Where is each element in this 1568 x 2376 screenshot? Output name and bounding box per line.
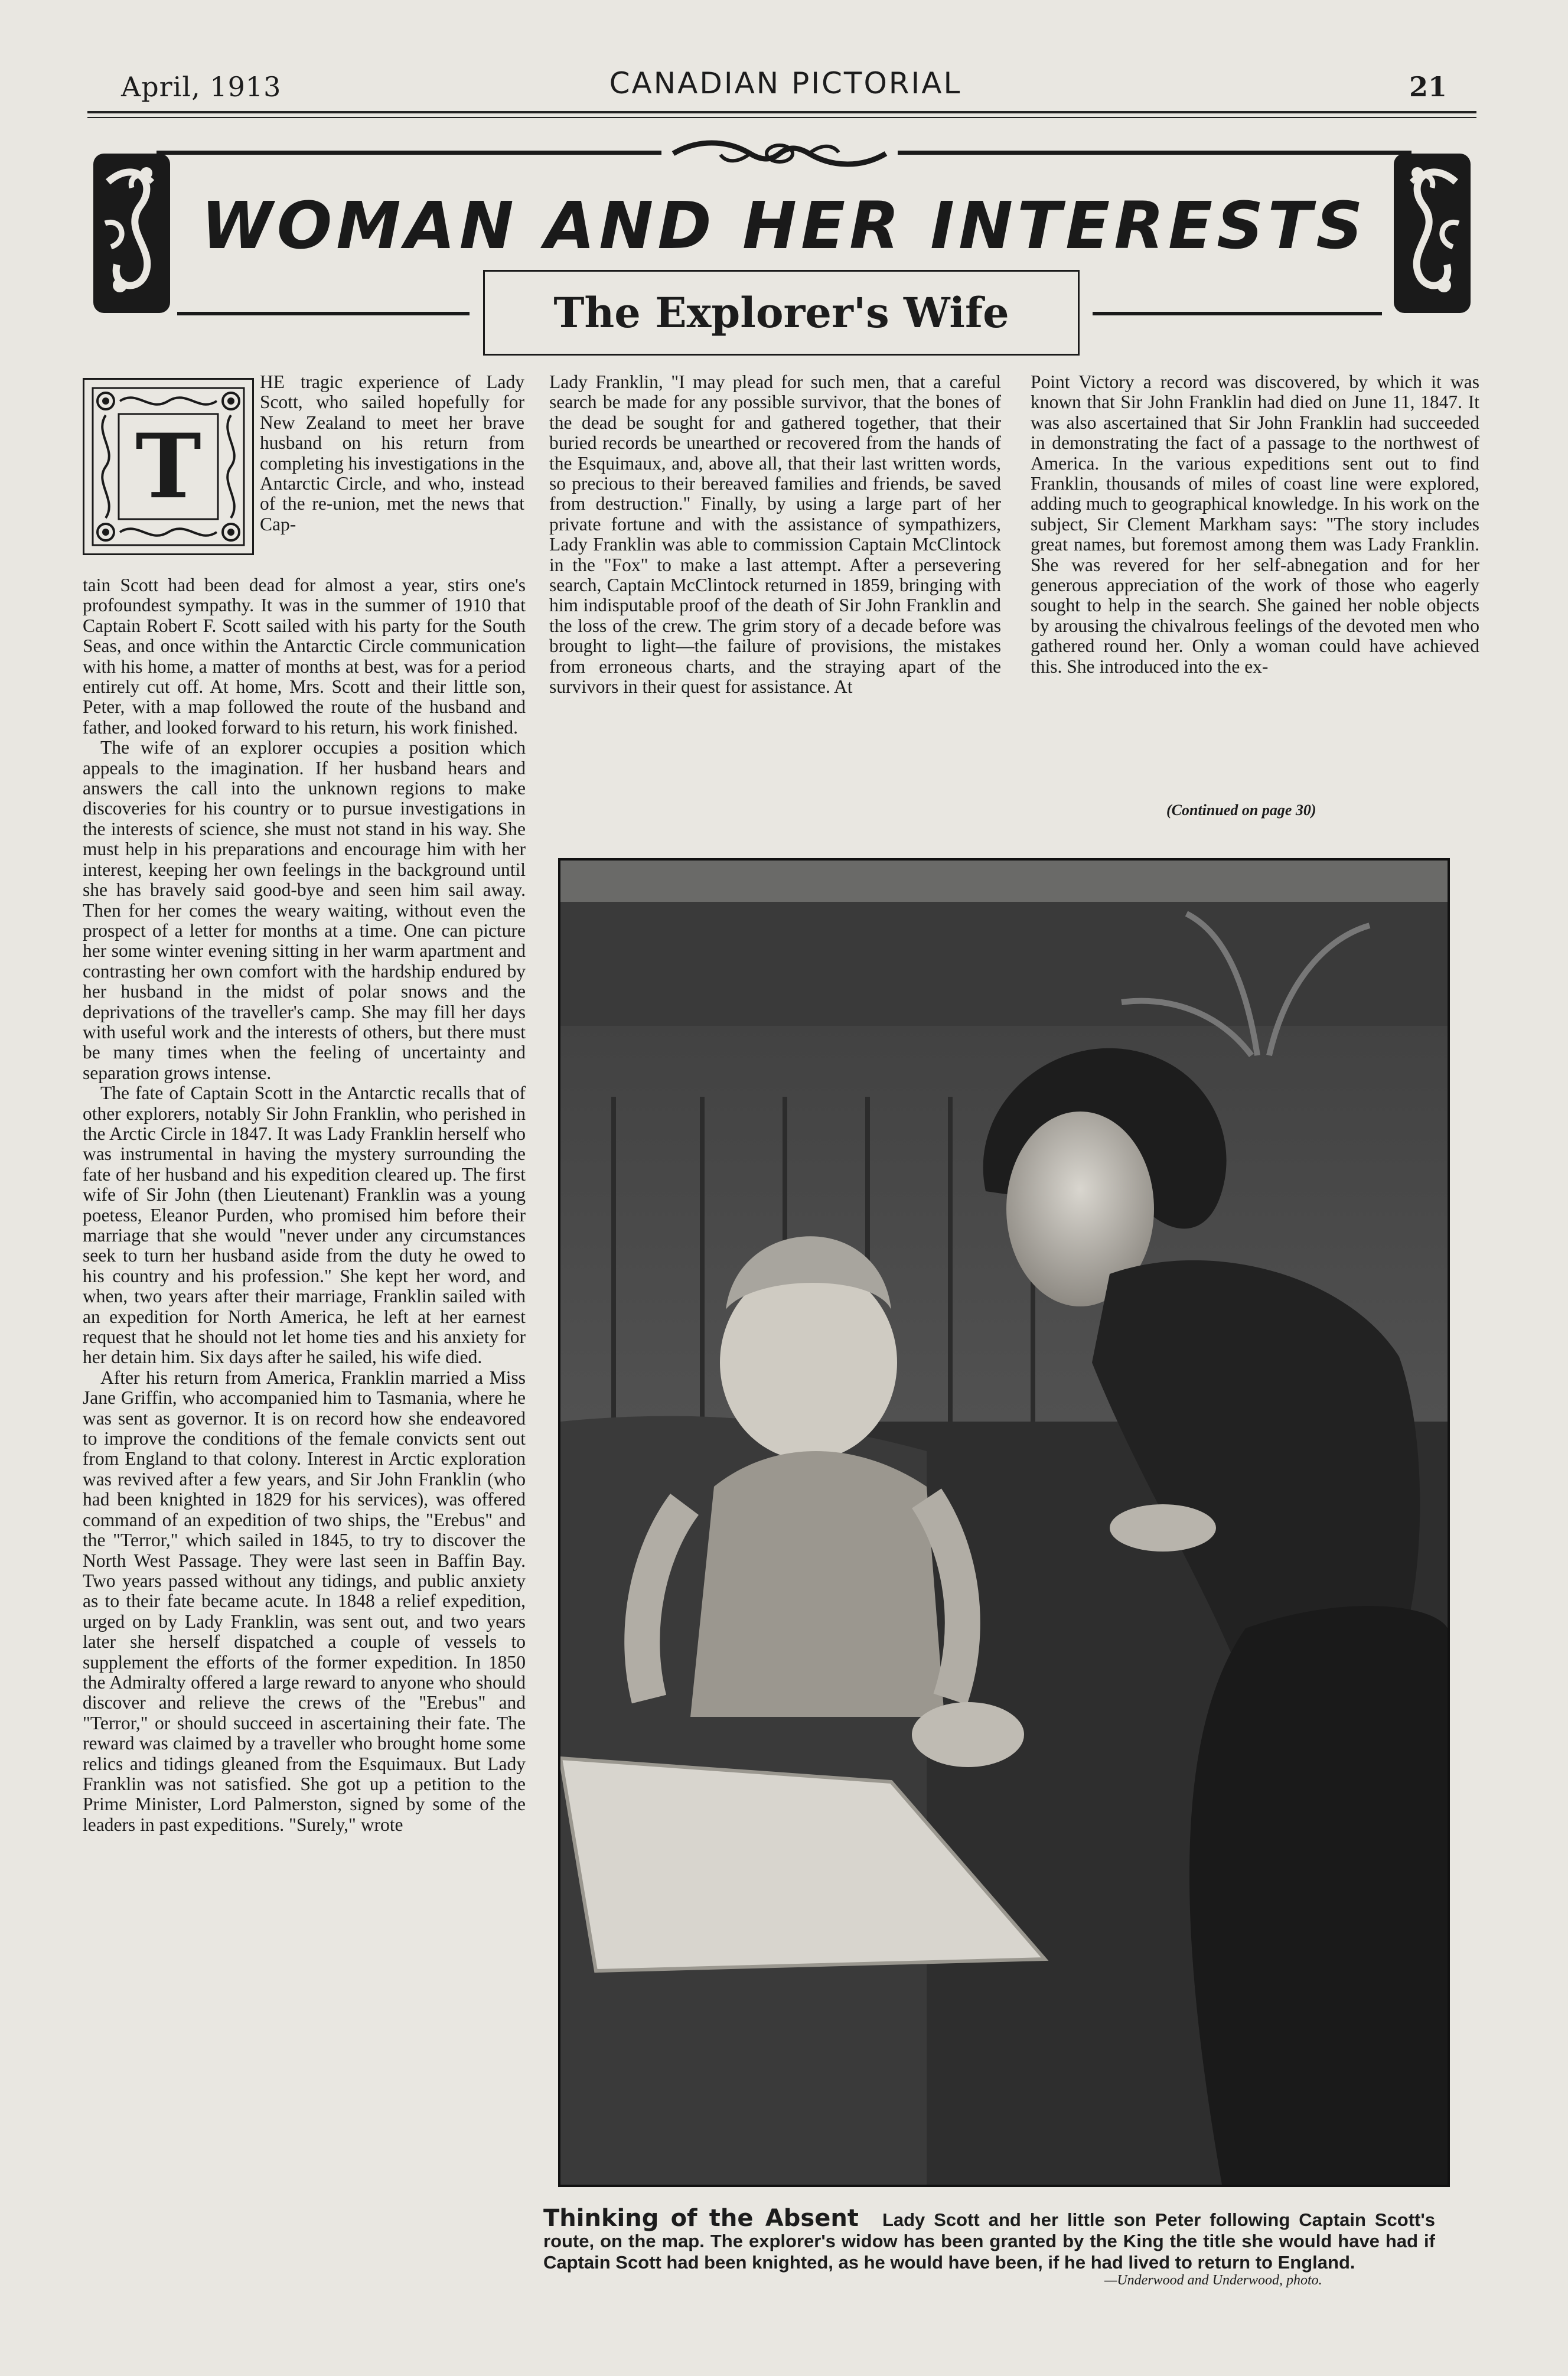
photograph bbox=[558, 858, 1450, 2187]
photo-credit: —Underwood and Underwood, photo. bbox=[1104, 2273, 1322, 2288]
photo-mother-and-son bbox=[560, 861, 1448, 2185]
subtitle-rule-right bbox=[1093, 312, 1382, 315]
column-3 bbox=[1031, 372, 1479, 677]
drop-cap bbox=[83, 378, 254, 555]
paragraph: HE tragic experience of Lady Scott, who sailed hopefully for New Zealand to meet her brave husband on his return from completing his investigations in the Antarctic Circle, and who, instead of the re-union, met the news that Cap- bbox=[260, 371, 524, 534]
center-flourish-icon bbox=[661, 137, 898, 170]
section-title: WOMAN AND HER INTERESTS bbox=[201, 188, 1367, 263]
right-scroll-ornament-icon bbox=[1388, 146, 1476, 324]
subtitle-rule-left bbox=[177, 312, 470, 315]
photo-caption bbox=[543, 2205, 1435, 2273]
column-2 bbox=[549, 372, 1001, 698]
column-1-intro bbox=[260, 372, 524, 534]
column-1 bbox=[83, 575, 526, 1835]
header-rule bbox=[87, 111, 1476, 113]
article-title: The Explorer's Wife bbox=[553, 288, 1009, 337]
paragraph: The wife of an explorer occupies a position which appeals to the imagination. If her husband hears and answers the call into the unknown regions to make discoveries for his country or to pursue investigations in the interests of science, she must not stand in his way. She must help in his preparations and encourage him with her interest, keeping her own feelings in the background until she has bravely said good-bye and seen him sail away. Then for her comes the weary waiting, without even the prospect of a letter for months at a time. One can picture her some winter evening sitting in her warm apartment and contrasting her own comfort with the hardship endured by her husband in the midst of polar snows and the deprivations of the traveller's camp. She may fill her days with useful work and the interests of others, but there must be many times when the feeling of uncertainty and separation grows intense. bbox=[83, 737, 526, 1083]
header-rule-thin bbox=[87, 117, 1476, 118]
issue-date: April, 1913 bbox=[121, 71, 282, 103]
drop-cap-letter: T bbox=[135, 415, 201, 519]
paragraph: The fate of Captain Scott in the Antarctic recalls that of other explorers, notably Sir John Franklin, who perished in the Arctic Circle in 1847. It was Lady Franklin herself who was instrumental in having the mystery surrounding the fate of her husband and his expedition cleared up. The first wife of Sir John (then Lieutenant) Franklin was a young poetess, Eleanor Purden, who promised him before their marriage that she would "never under any circumstances seek to turn her husband aside from the duty he owed to his country and his profession." She kept her word, and when, two years after their marriage, Franklin sailed with an expedition for North America, he left at her earnest request that he should not let home ties and his anxiety for her detain him. Six days after he sailed, his wife died. bbox=[83, 1083, 526, 1368]
caption-text: Lady Scott and her little son Peter following Captain Scott's route, on the map. The explorer's widow has been granted by the King the title she would have had if Captain Scott had been knighted, as he would have been, if he had lived to return to England. bbox=[543, 2209, 1435, 2273]
paragraph: tain Scott had been dead for almost a year, stirs one's profoundest sympathy. It was in the summer of 1910 that Captain Robert F. Scott sailed with his party for the South Seas, and once within the Antarctic Circle communication with his home, a matter of months at best, was for a period entirely cut off. At home, Mrs. Scott and their little son, Peter, with a map followed the route of the husband and father, and looked forward to his return, his work finished. bbox=[83, 575, 526, 738]
caption-title: Thinking of the Absent bbox=[543, 2205, 859, 2232]
article-title-box bbox=[483, 270, 1080, 356]
page-number: 21 bbox=[1409, 71, 1447, 103]
paragraph: After his return from America, Franklin married a Miss Jane Griffin, who accompanied him to Tasmania, where he was sent as governor. It is on record how she endeavored to improve the conditions of the female convicts sent out from England to that colony. Interest in Arctic exploration was revived after a few years, and Sir John Franklin (who had been knighted in 1829 for his services), was offered command of an expedition of two ships, the "Erebus" and the "Terror," which sailed in 1845, to try to discover the North West Passage. They were last seen in Baffin Bay. Two years passed without any tidings, and public anxiety as to their fate became acute. In 1848 a relief expedition, urged on by Lady Franklin, was sent out, and two years later she herself dispatched a couple of vessels to supplement the efforts of the former expedition. In 1850 the Admiralty offered a large reward to anyone who should discover and relieve the crews of the "Erebus" and "Terror," or should succeed in ascertaining their fate. The reward was claimed by a traveller who brought home some relics and tidings gleaned from the Esquimaux. But Lady Franklin was not satisfied. She got up a petition to the Prime Minister, Lord Palmerston, signed by some of the leaders in past expeditions. "Surely," wrote bbox=[83, 1367, 526, 1835]
left-scroll-ornament-icon bbox=[87, 146, 176, 324]
publication-name: CANADIAN PICTORIAL bbox=[609, 66, 962, 100]
paragraph: Point Victory a record was discovered, by which it was known that Sir John Franklin had died on June 11, 1847. It was also ascertained that Sir John Franklin had succeeded in demonstrating the fact of a passage to the northwest of America. In the various expeditions sent out to find Franklin, thousands of miles of coast line were explored, adding much to geographical knowledge. In his work on the subject, Sir Clement Markham says: "The story includes great names, but foremost among them was Lady Franklin. She was revered for her self-abnegation and for her generous appreciation of the work of those who eagerly sought to help in the search. She gained her noble objects by arousing the chivalrous feelings of the devoted men who gathered round her. Only a woman could have achieved this. She introduced into the ex- bbox=[1031, 371, 1479, 677]
continued-note: (Continued on page 30) bbox=[1166, 801, 1316, 819]
paragraph: Lady Franklin, "I may plead for such men, that a careful search be made for any possible survivor, that the bones of the dead be sought for and gathered together, that their buried records be unearthed or recovered from the hands of the Esquimaux, and, above all, that their last written words, so precious to their bereaved families and friends, be saved from destruction." Finally, by using a large part of her private fortune and with the assistance of sympathizers, Lady Franklin was able to commission Captain McClintock in the "Fox" to make a last attempt. After a persevering search, Captain McClintock returned in 1859, bringing with him indisputable proof of the death of Sir John Franklin and the loss of the crew. The grim story of a decade before was brought to light—the failure of provisions, the mistakes from erroneous charts, and the straying apart of the survivors in their quest for assistance. At bbox=[549, 371, 1001, 698]
